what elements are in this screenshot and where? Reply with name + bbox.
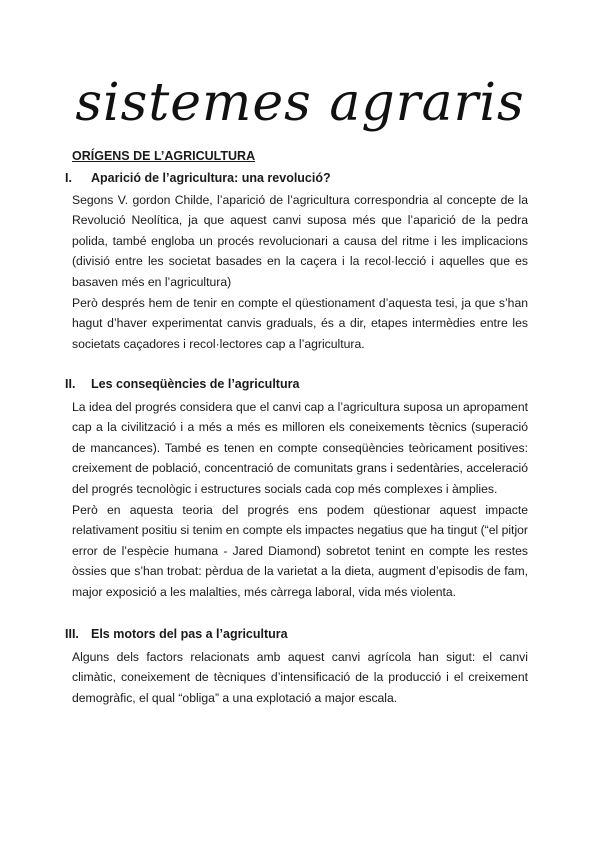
- section-heading-2: [65, 377, 299, 391]
- section-heading-3: [65, 627, 288, 641]
- paragraph: La idea del progrés considera que el canvi cap a l’agricultura suposa un apropament cap a la civilització i a més a més es milloren els coneixements tècnics (superació de mancances). També es tenen en compte conseqüències teòricament positives: creixement de població, concentració de comunitats grans i sedentàries, acceleració del progrés tecnològic i estructures socials cada cop més complexes i àmplies.: [72, 400, 528, 496]
- section-title: Aparició de l’agricultura: una revolució?: [91, 171, 331, 185]
- document-title: sistemes agraris: [75, 73, 525, 133]
- main-heading: ORÍGENS DE L’AGRICULTURA: [72, 149, 256, 163]
- paragraph: Però en aquesta teoria del progrés ens podem qüestionar aquest impacte relativament positiu si tenim en compte els impactes negatius que ha tingut (“el pitjor error de l’espècie humana - Jared Diamond) sobretot tenint en compte les restes òssies que s’han trobat: pèrdua de la varietat a la dieta, augment d’episodis de fam, major exposició a les malalties, més càrrega laboral, vida més violenta.: [72, 503, 528, 599]
- section-number: III.: [65, 627, 79, 641]
- paragraph: Alguns dels factors relacionats amb aquest canvi agrícola han sigut: el canvi climàtic, coneixement de tècniques d’intensificació de la producció i el creixement demogràfic, el qual “obliga” a una explotació a major escala.: [72, 650, 528, 705]
- paragraph: Segons V. gordon Childe, l’aparició de l’agricultura correspondria al concepte de la Revolució Neolítica, ja que aquest canvi suposa més que l’aparició de la pedra polida, també engloba un procés revolucionari a causa del ritme i les implicacions (divisió entre les societat basades en la caçera i la recol·lecció i aquelles que es basaven més en l’agricultura): [72, 193, 528, 289]
- section-heading-1: [65, 171, 331, 185]
- section-number: II.: [65, 377, 76, 391]
- section-number: I.: [65, 171, 72, 185]
- paragraph: Però després hem de tenir en compte el qüestionament d’aquesta tesi, ja que s’han hagut d’haver experimentat canvis graduals, és a dir, etapes intermèdies entre les societats caçadores i recol·lectores cap a l’agricultura.: [72, 296, 528, 351]
- section-title: Les conseqüències de l’agricultura: [91, 377, 300, 391]
- section-title: Els motors del pas a l’agricultura: [91, 627, 288, 641]
